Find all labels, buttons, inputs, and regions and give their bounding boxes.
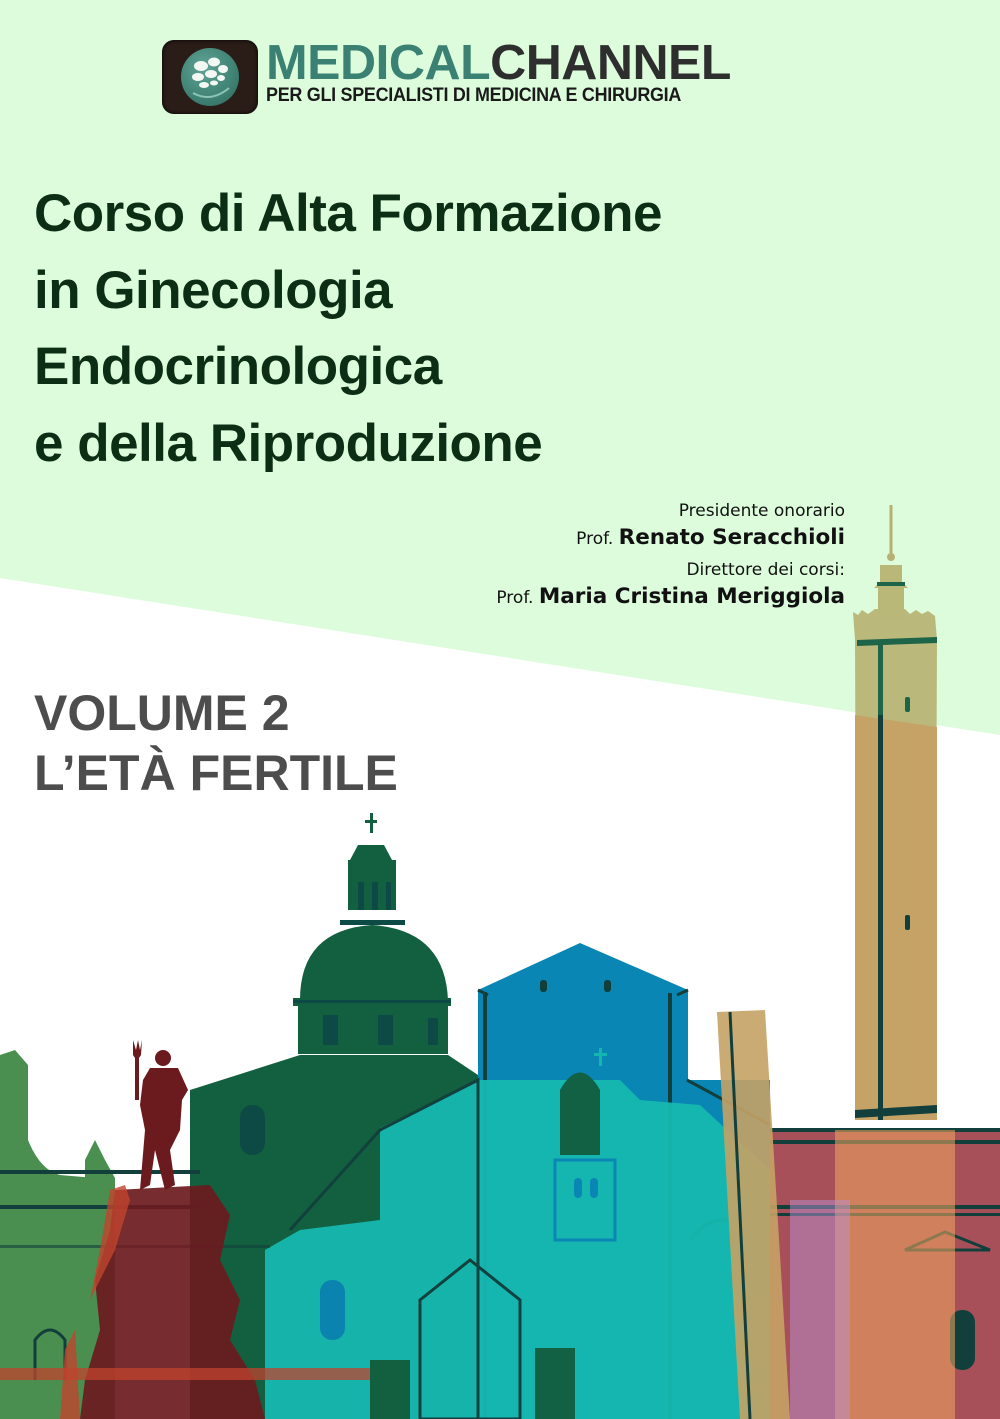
medical-channel-logo (162, 36, 731, 114)
honorary-president-name: Renato Seracchioli (618, 525, 845, 550)
course-director-role: Direttore dei corsi: (686, 560, 845, 580)
course-title-line-2: in Ginecologia (34, 260, 393, 320)
course-title-line-3: Endocrinologica (34, 337, 442, 396)
course-title-line-1: Corso di Alta Formazione (34, 184, 662, 243)
honorary-president-role: Presidente onorario (678, 501, 845, 521)
course-director (496, 581, 845, 614)
tv-screen-ball-icon (162, 40, 258, 114)
volume-number: VOLUME 2 (34, 685, 290, 741)
logo-tagline: PER GLI SPECIALISTI DI MEDICINA E CHIRURGIA (266, 84, 682, 106)
course-title-line-4: e della Riproduzione (34, 413, 543, 473)
logo-brand-name: MEDICALCHANNEL (266, 36, 731, 90)
credits-block (496, 500, 845, 614)
course-director-name: Maria Cristina Meriggiola (538, 584, 845, 609)
volume-subtitle: L’ETÀ FERTILE (34, 745, 398, 801)
honorary-prefix: Prof. (576, 529, 614, 549)
volume-heading (34, 683, 398, 803)
director-prefix: Prof. (496, 588, 534, 608)
course-title (34, 176, 662, 482)
honorary-president (496, 522, 845, 555)
